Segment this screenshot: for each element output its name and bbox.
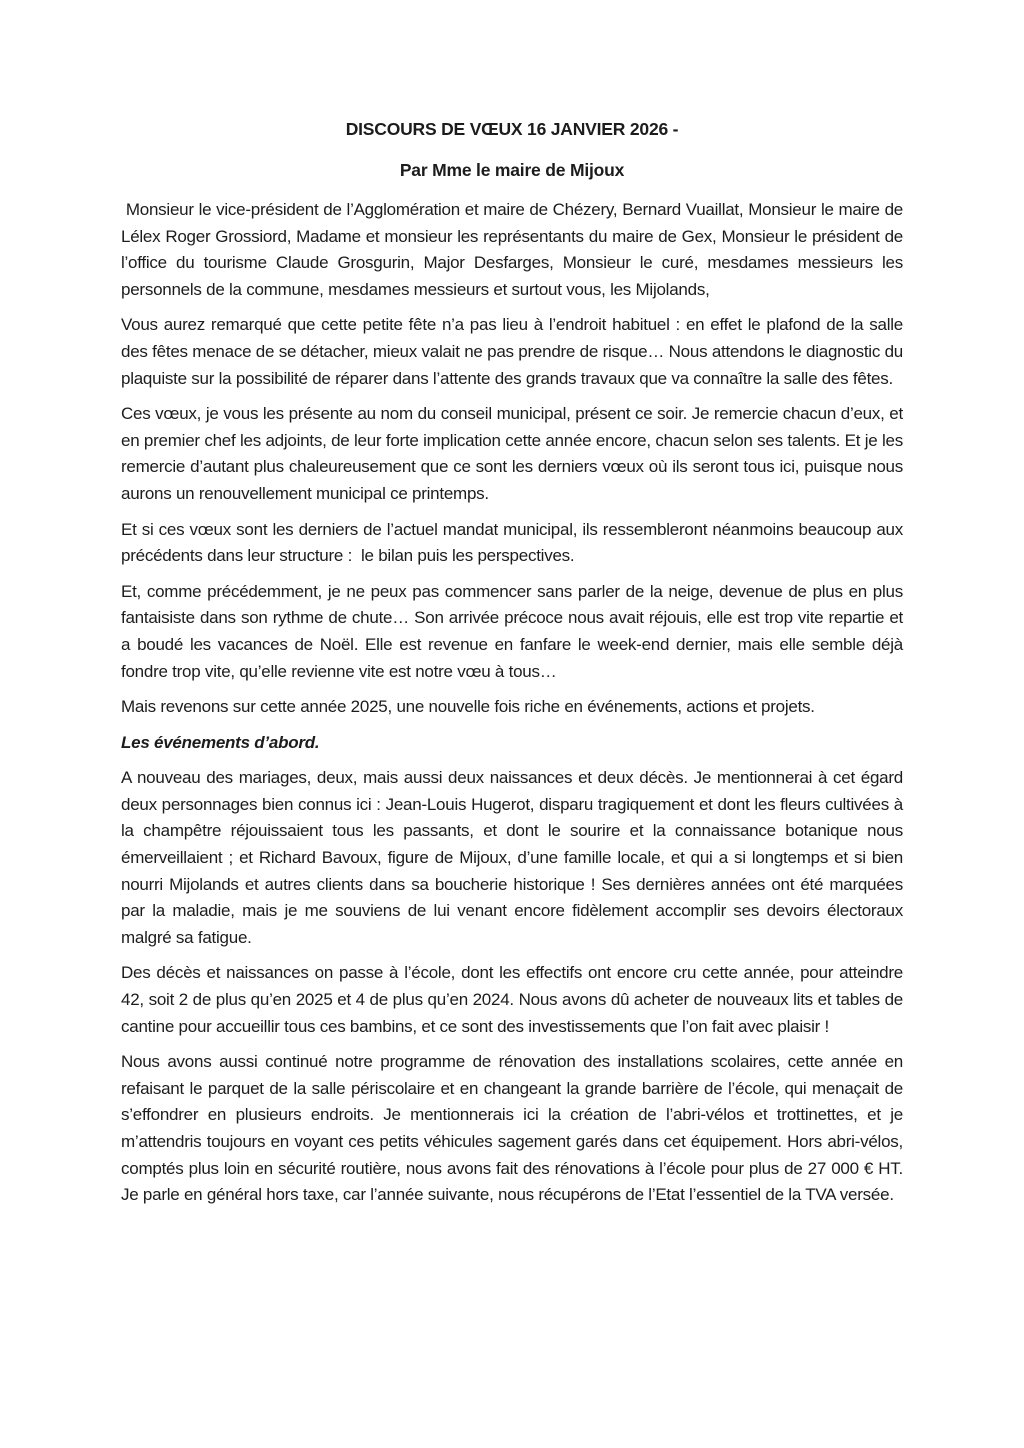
paragraph: Et si ces vœux sont les derniers de l’actuel mandat municipal, ils ressembleront néanmoins beaucoup aux précédents dans leur structure : le bilan puis les perspectives. (121, 519, 908, 566)
paragraph: Des décès et naissances on passe à l’école, dont les effectifs ont encore cru cette année, pour atteindre 42, soit 2 de plus qu’en 2025 et 4 de plus qu’en 2024. Nous avons dû acheter de nouveaux lits et tables de cantine pour accueillir tous ces bambins, et ce sont des investissements que l’on fait avec plaisir ! (121, 963, 908, 1036)
paragraph: Nous avons aussi continué notre programme de rénovation des installations scolaires, cette année en refaisant le parquet de la salle périscolaire et en changeant la grande barrière de l’école, qui menaçait de s’effondrer en plusieurs endroits. Je mentionnerais ici la création de l’abri-vélos et trottinettes, et je m’attendris toujours en voyant ces petits véhicules sagement garés dans cet équipement. Hors abri-vélos, comptés plus loin en sécurité routière, nous avons fait des rénovations à l’école pour plus de 27 000 € HT. Je parle en général hors taxe, car l’année suivante, nous récupérons de l’Etat l’essentiel de la TVA versée. (121, 1052, 908, 1205)
document-body (121, 197, 908, 1209)
paragraph: Mais revenons sur cette année 2025, une nouvelle fois riche en événements, actions et projets. (121, 697, 815, 717)
section-heading: Les événements d’abord. (121, 732, 320, 752)
document-title: DISCOURS DE VŒUX 16 JANVIER 2026 - (345, 119, 679, 139)
paragraph: Ces vœux, je vous les présente au nom du conseil municipal, présent ce soir. Je remercie chacun d’eux, et en premier chef les adjoints, de leur forte implication cette année encore, chacun selon ses talents. Et je les remercie d’autant plus chaleureusement que ce sont les derniers vœux où ils seront tous ici, puisque nous aurons un renouvellement municipal ce printemps. (121, 404, 908, 503)
paragraph: Et, comme précédemment, je ne peux pas commencer sans parler de la neige, devenue de plus en plus fantaisiste dans son rythme de chute… Son arrivée précoce nous avait réjouis, elle est trop vite repartie et a boudé les vacances de Noël. Elle est revenue en fanfare le week-end dernier, mais elle semble déjà fondre trop vite, qu’elle revienne vite est notre vœu à tous… (121, 581, 908, 681)
paragraph: Vous aurez remarqué que cette petite fête n’a pas lieu à l’endroit habituel : en effet le plafond de la salle des fêtes menace de se détacher, mieux valait ne pas prendre de risque… Nous attendons le diagnostic du plaquiste sur la possibilité de réparer dans l’attente des grands travaux que va connaître la salle des fêtes. (121, 315, 908, 388)
paragraph: Monsieur le vice-président de l’Agglomération et maire de Chézery, Bernard Vuaillat, Monsieur le maire de Lélex Roger Grossiord, Madame et monsieur les représentants du maire de Gex, Monsieur le président de l’office du tourisme Claude Grosgurin, Major Desfarges, Monsieur le curé, mesdames messieurs les personnels de la commune, mesdames messieurs et surtout vous, les Mijolands, (121, 200, 908, 299)
document-subtitle: Par Mme le maire de Mijoux (399, 160, 625, 180)
paragraph: A nouveau des mariages, deux, mais aussi deux naissances et deux décès. Je mentionnerai à cet égard deux personnages bien connus ici : Jean-Louis Hugerot, disparu tragiquement et dont les fleurs cultivées à la champêtre réjouissaient tous les passants, et dont le sourire et la connaissance botanique nous émerveillaient ; et Richard Bavoux, figure de Mijoux, d’une famille locale, et qui a si longtemps et si bien nourri Mijolands et autres clients dans sa boucherie historique ! Ses dernières années ont été marquées par la maladie, mais je me souviens de lui venant encore fidèlement accomplir ses devoirs électoraux malgré sa fatigue. (121, 768, 908, 947)
